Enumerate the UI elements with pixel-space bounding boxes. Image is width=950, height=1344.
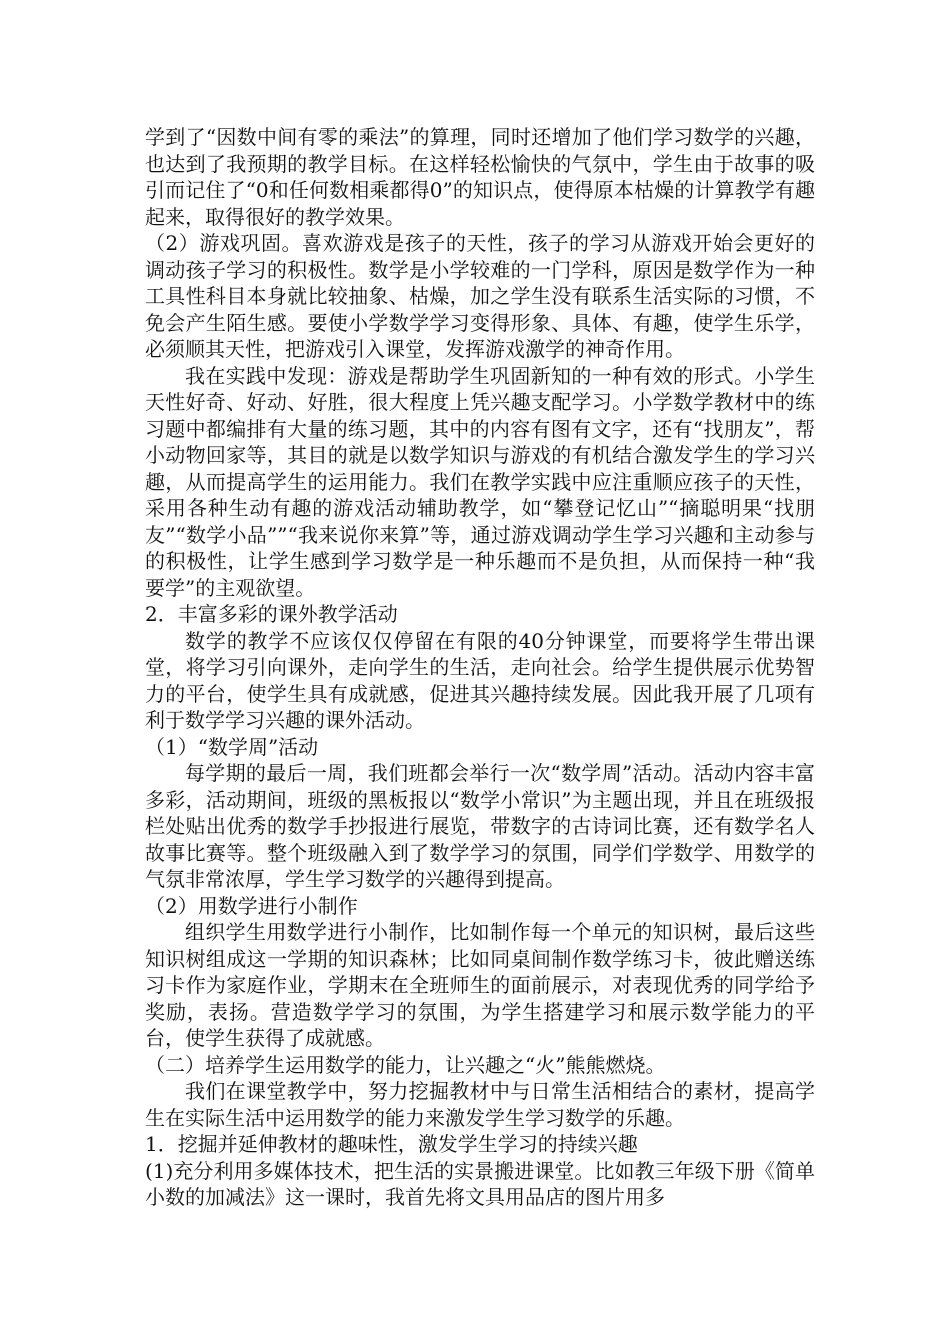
section-heading-ability: （二）培养学生运用数学的能力，让兴趣之“火”熊熊燃烧。 (145, 1052, 666, 1077)
subheading-math-crafts: （2）用数学进行小制作 (145, 893, 358, 918)
paragraph-continuation: 学到了“因数中间有零的乘法”的算理，同时还增加了他们学习数学的兴趣，也达到了我预期的教学目标。在这样轻松愉快的气氛中，学生由于故事的吸引而记住了“0和任何数相乘都得0”的知识点，使得原本枯燥的计算教学有趣起来，取得很好的教学效果。 (145, 125, 815, 229)
paragraph-math-crafts: 组织学生用数学进行小制作，比如制作每一个单元的知识树，最后这些知识树组成这一学期的知识森林；比如同桌间制作数学练习卡，彼此赠送练习卡作为家庭作业，学期末在全班师生的面前展示，对表现优秀的同学给予奖励，表扬。营造数学学习的氛围，为学生搭建学习和展示数学能力的平台，使学生获得了成就感。 (145, 920, 815, 1050)
paragraph-game-consolidation: （2）游戏巩固。喜欢游戏是孩子的天性，孩子的学习从游戏开始会更好的调动孩子学习的积极性。数学是小学较难的一门学科，原因是数学作为一种工具性科目本身就比较抽象、枯燥，加之学生没有联系生活实际的习惯，不免会产生陌生感。要使小学数学学习变得形象、具体、有趣，使学生乐学，必须顺其天性，把游戏引入课堂，发挥游戏激学的神奇作用。 (145, 231, 815, 361)
paragraph-math-week: 每学期的最后一周，我们班都会举行一次“数学周”活动。活动内容丰富多彩，活动期间，班级的黑板报以“数学小常识”为主题出现，并且在班级报栏处贴出优秀的数学手抄报进行展览，带数字的古诗词比赛，还有数学名人故事比赛等。整个班级融入到了数学学习的氛围，同学们学数学、用数学的气氛非常浓厚，学生学习数学的兴趣得到提高。 (145, 761, 815, 891)
paragraph-extracurricular-intro: 数学的教学不应该仅仅停留在有限的40分钟课堂，而要将学生带出课堂，将学习引向课外，走向学生的生活，走向社会。给学生提供展示优势智力的平台，使学生具有成就感，促进其兴趣持续发展。因此我开展了几项有利于数学学习兴趣的课外活动。 (145, 628, 815, 732)
subheading-textbook-interest: 1．挖掘并延伸教材的趣味性，激发学生学习的持续兴趣 (145, 1132, 638, 1156)
paragraph-ability-intro: 我们在课堂教学中，努力挖掘教材中与日常生活相结合的素材，提高学生在实际生活中运用数学的能力来激发学生学习数学的乐趣。 (145, 1079, 815, 1130)
paragraph-practice-findings: 我在实践中发现：游戏是帮助学生巩固新知的一种有效的形式。小学生天性好奇、好动、好胜，很大程度上凭兴趣支配学习。小学数学教材中的练习题中都编排有大量的练习题，其中的内容有图有文字，还有“找朋友”，帮小动物回家等，其目的就是以数学知识与游戏的有机结合激发学生的学习兴趣，从而提高学生的运用能力。我们在教学实践中应注重顺应孩子的天性，采用各种生动有趣的游戏活动辅助教学，如“攀登记忆山”“摘聪明果“找朋友”“数学小品””“我来说你来算”等，通过游戏调动学生学习兴趣和主动参与的积极性，让学生感到学习数学是一种乐趣而不是负担，从而保持一种“我要学”的主观欲望。 (145, 363, 815, 600)
subheading-math-week: （1）“数学周”活动 (145, 734, 319, 759)
paragraph-multimedia: (1)充分利用多媒体技术，把生活的实景搬进课堂。比如教三年级下册《简单小数的加减法》这一课时，我首先将文具用品店的图片用多 (145, 1158, 815, 1209)
document-page (145, 124, 815, 1211)
section-heading-extracurricular: 2．丰富多彩的课外教学活动 (145, 602, 398, 626)
